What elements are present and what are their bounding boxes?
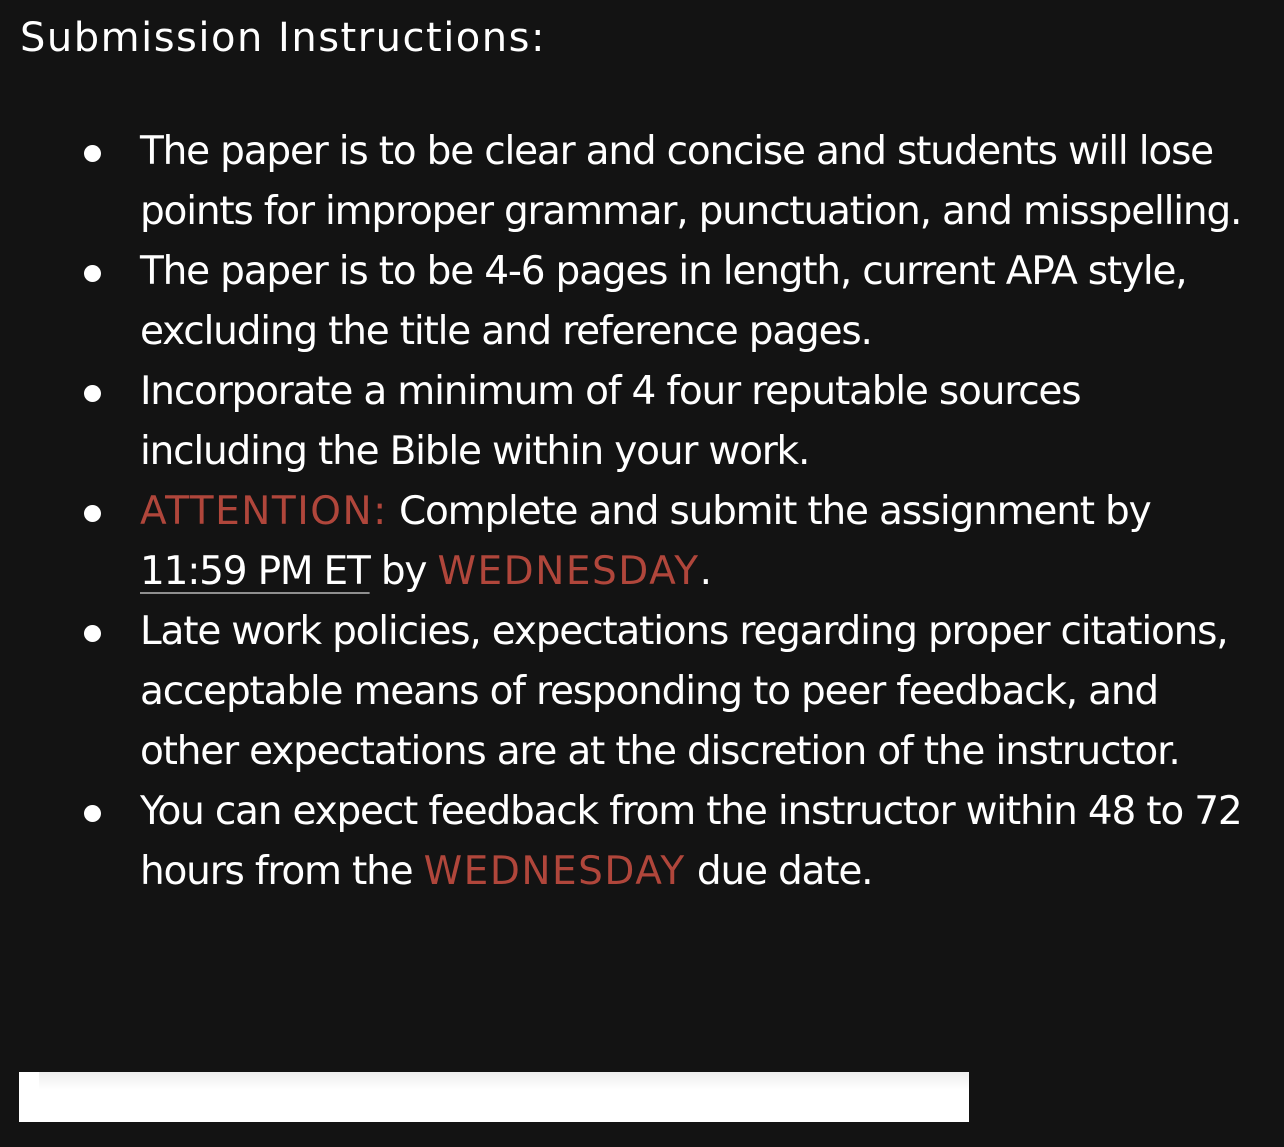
- deadline-time-link[interactable]: 11:59 PM ET: [140, 549, 370, 594]
- page-title: Submission Instructions:: [20, 15, 546, 61]
- list-item-text: The paper is to be 4-6 pages in length, current APA style, excluding the title and reference pages.: [140, 249, 1187, 354]
- list-item-text: Complete and submit the assignment by: [387, 489, 1151, 534]
- list-item-text: by: [369, 549, 438, 594]
- bullet-icon: [84, 385, 101, 402]
- list-item: [140, 122, 1245, 242]
- list-item-text: due date.: [685, 849, 873, 894]
- list-item-text: Late work policies, expectations regarding proper citations, acceptable means of responding to peer feedback, and other expectations are at the discretion of the instructor.: [140, 609, 1228, 774]
- list-item: [140, 782, 1245, 902]
- bullet-icon: [84, 145, 101, 162]
- list-item-text: .: [699, 549, 711, 594]
- instructions-list: [140, 122, 1245, 902]
- bullet-icon: [84, 505, 101, 522]
- bullet-icon: [84, 265, 101, 282]
- bullet-icon: [84, 805, 101, 822]
- list-item: [140, 482, 1245, 602]
- due-day: WEDNESDAY: [437, 549, 700, 594]
- list-item: [140, 242, 1245, 362]
- attention-label: ATTENTION:: [140, 489, 388, 534]
- bullet-icon: [84, 625, 101, 642]
- bar-shadow: [39, 1072, 969, 1090]
- due-day: WEDNESDAY: [423, 849, 686, 894]
- list-item: [140, 602, 1245, 782]
- list-item-text: You can expect feedback from the instructor within 48 to 72 hours from the: [140, 789, 1242, 894]
- list-item-text: Incorporate a minimum of 4 four reputable sources including the Bible within your work.: [140, 369, 1081, 474]
- list-item-text: The paper is to be clear and concise and students will lose points for improper grammar, punctuation, and misspelling.: [140, 129, 1242, 234]
- list-item: [140, 362, 1245, 482]
- white-bar: [19, 1072, 969, 1122]
